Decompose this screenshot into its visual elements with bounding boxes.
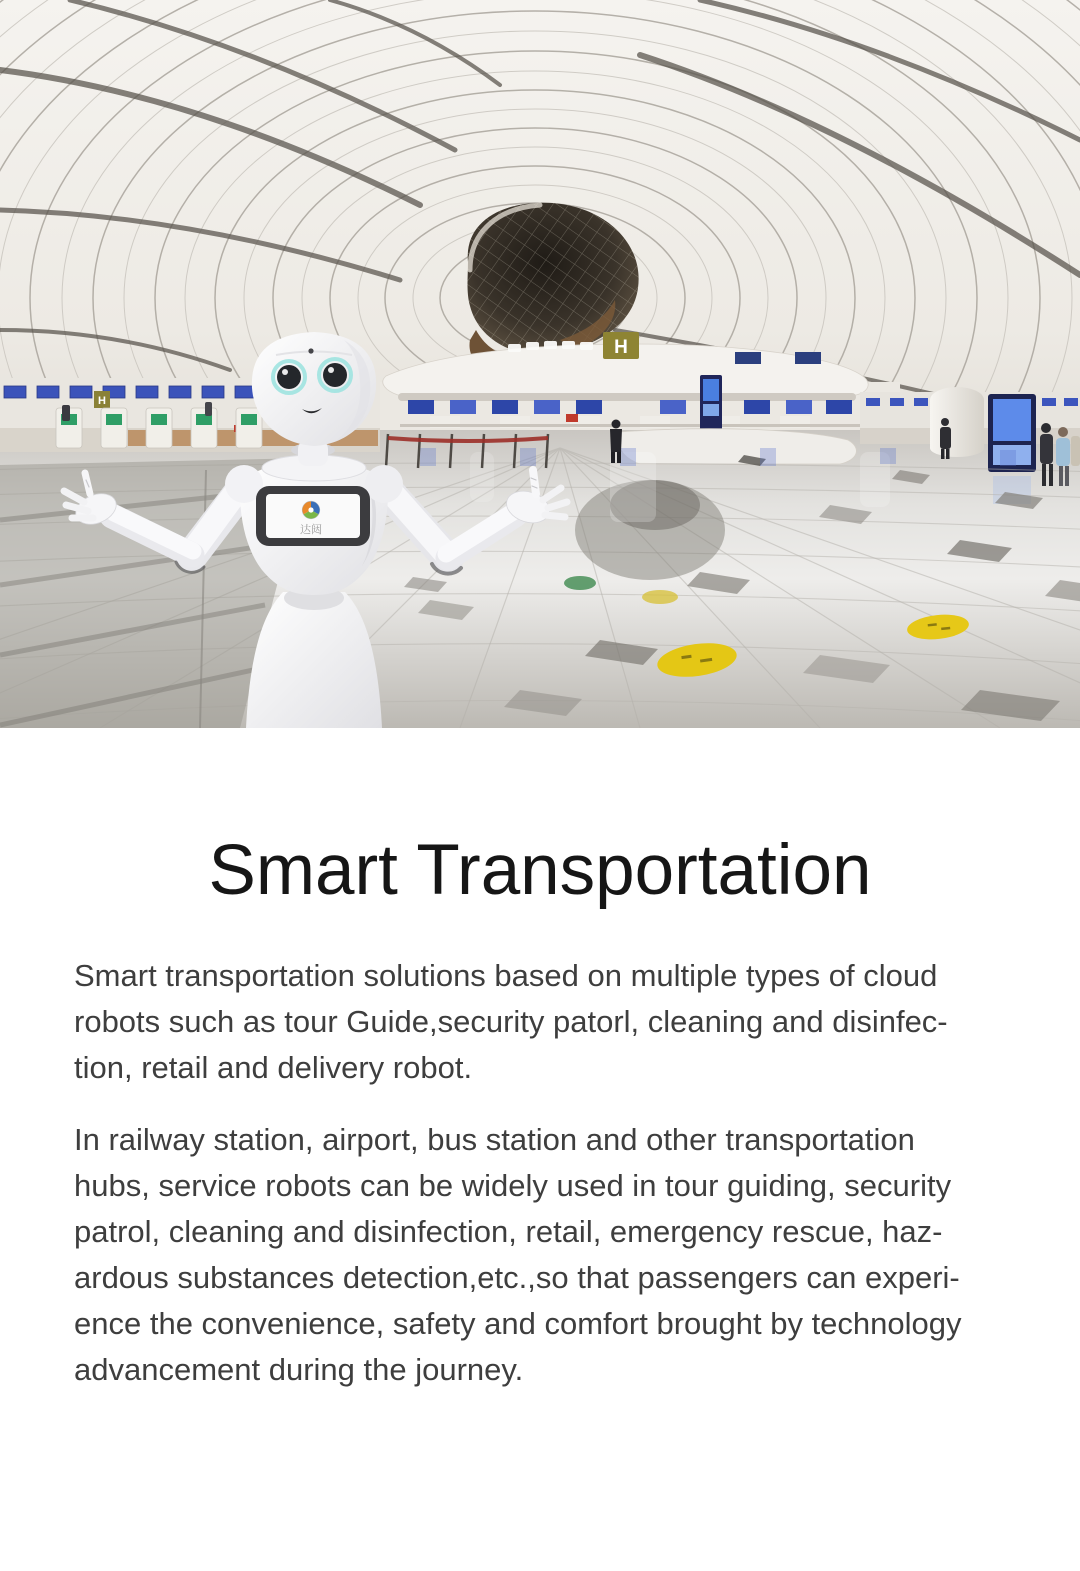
paragraph-line: ence the convenience, safety and comfort brought by technology bbox=[74, 1306, 962, 1342]
hero-image bbox=[0, 0, 1080, 728]
departures-totem bbox=[700, 375, 722, 430]
paragraph-2 bbox=[74, 1117, 1006, 1393]
wayfinding-letter-small: H bbox=[98, 395, 106, 407]
paragraph-line: patrol, cleaning and disinfection, retail, emergency rescue, haz- bbox=[74, 1214, 943, 1250]
robot-chest-tablet bbox=[256, 486, 370, 546]
robot-forehead-sensor bbox=[308, 348, 313, 353]
paragraph-line: ardous substances detection,etc.,so that passengers can experi- bbox=[74, 1260, 960, 1296]
paragraph-line: hubs, service robots can be widely used in tour guiding, security bbox=[74, 1168, 952, 1204]
person-far-left bbox=[62, 405, 70, 421]
robot-eye-left bbox=[273, 361, 305, 393]
page-title: Smart Transportation bbox=[208, 831, 872, 910]
paragraph-1 bbox=[74, 953, 1006, 1091]
paragraph-line: advancement during the journey. bbox=[74, 1352, 524, 1388]
robot-right-shoulder bbox=[365, 465, 403, 503]
robot-eye-right bbox=[319, 359, 351, 391]
paragraph-line: In railway station, airport, bus station and other transportation bbox=[74, 1122, 915, 1158]
paragraph-line: tion, retail and delivery robot. bbox=[74, 1050, 473, 1086]
green-floor-sticker bbox=[564, 576, 596, 590]
pillar-cylinder bbox=[930, 387, 984, 457]
tablet-logo-icon bbox=[302, 501, 319, 518]
page-content bbox=[74, 953, 1006, 1393]
tablet-logo-text: 达闼 bbox=[300, 524, 322, 536]
paragraph-line: Smart transportation solutions based on multiple types of cloud bbox=[74, 958, 938, 994]
paragraph-line: robots such as tour Guide,security patorl, cleaning and disinfec- bbox=[74, 1004, 948, 1040]
person-far-left-2 bbox=[205, 402, 212, 416]
airport-scene bbox=[0, 0, 1080, 728]
hanging-sign bbox=[795, 352, 821, 364]
hanging-sign bbox=[735, 352, 761, 364]
flight-info-screen bbox=[988, 394, 1036, 504]
h-sign-letter: H bbox=[614, 337, 628, 358]
yellow-floor-sticker-3 bbox=[642, 590, 678, 604]
